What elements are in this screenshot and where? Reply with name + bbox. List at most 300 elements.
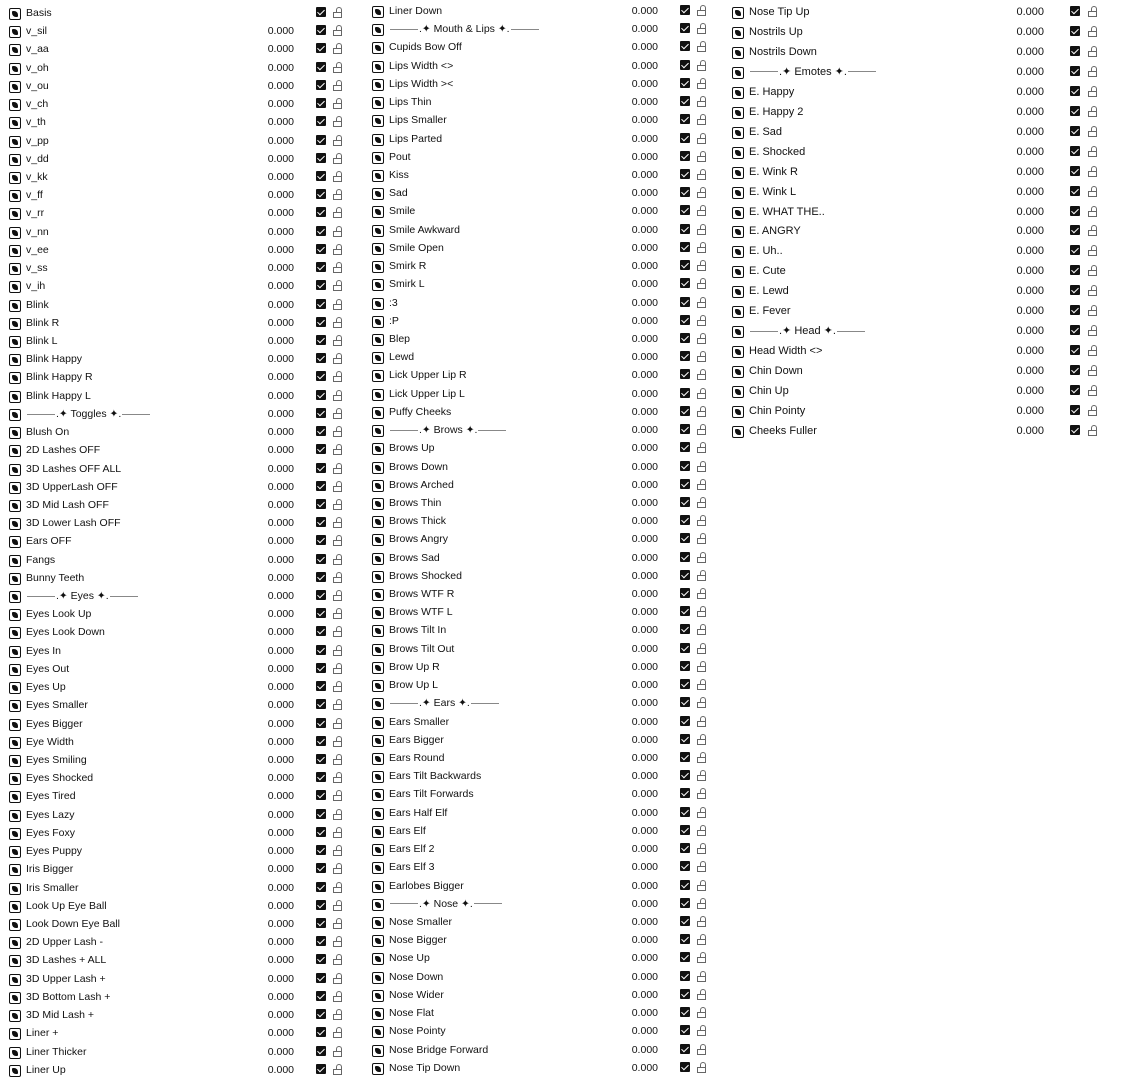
unlock-icon[interactable]	[697, 388, 707, 399]
shape-key-value[interactable]: 0.000	[631, 897, 658, 910]
unlock-icon[interactable]	[333, 25, 343, 36]
unlock-icon[interactable]	[333, 80, 343, 91]
shape-key-label[interactable]: Lips Thin	[389, 96, 432, 109]
shape-key-label[interactable]: Smile Open	[389, 241, 444, 254]
shape-key-value[interactable]: 0.000	[267, 754, 294, 767]
shape-key-label[interactable]: E. Wink L	[749, 185, 797, 198]
enabled-checkbox[interactable]	[316, 244, 326, 254]
enabled-checkbox[interactable]	[1070, 365, 1080, 375]
unlock-icon[interactable]	[333, 444, 343, 455]
shape-key-label[interactable]: v_ih	[26, 280, 46, 293]
unlock-icon[interactable]	[697, 424, 707, 435]
enabled-checkbox[interactable]	[680, 242, 690, 252]
enabled-checkbox[interactable]	[316, 116, 326, 126]
unlock-icon[interactable]	[697, 624, 707, 635]
shape-key-label[interactable]: Iris Bigger	[26, 863, 74, 876]
enabled-checkbox[interactable]	[316, 353, 326, 363]
shape-key-value[interactable]: 0.000	[631, 150, 658, 163]
enabled-checkbox[interactable]	[680, 697, 690, 707]
shape-key-value[interactable]: 0.000	[1016, 424, 1044, 437]
shape-key-label[interactable]: Head Width <>	[749, 345, 823, 358]
shape-key-row[interactable]	[9, 242, 347, 260]
enabled-checkbox[interactable]	[680, 133, 690, 143]
shape-key-row[interactable]	[732, 124, 1102, 142]
shape-key-value[interactable]: 0.000	[1016, 6, 1044, 18]
shape-key-value[interactable]: 0.000	[267, 498, 294, 511]
shape-key-row[interactable]	[372, 349, 711, 367]
unlock-icon[interactable]	[697, 825, 707, 836]
enabled-checkbox[interactable]	[316, 98, 326, 108]
unlock-icon[interactable]	[697, 442, 707, 453]
shape-key-label[interactable]: Basis	[26, 7, 52, 19]
shape-key-label[interactable]: Cheeks Fuller	[749, 424, 817, 437]
shape-key-row[interactable]	[372, 732, 711, 750]
shape-key-value[interactable]: 0.000	[1016, 125, 1044, 138]
shape-key-label[interactable]: Kiss	[389, 168, 409, 181]
enabled-checkbox[interactable]	[316, 1009, 326, 1019]
shape-key-label[interactable]: Brows WTF L	[389, 606, 453, 619]
unlock-icon[interactable]	[333, 481, 343, 492]
shape-key-value[interactable]: 0.000	[631, 187, 658, 200]
enabled-checkbox[interactable]	[316, 25, 326, 35]
unlock-icon[interactable]	[697, 224, 707, 235]
shape-key-value[interactable]: 0.000	[631, 1061, 658, 1074]
shape-key-row[interactable]	[9, 533, 347, 551]
unlock-icon[interactable]	[1088, 106, 1098, 117]
unlock-icon[interactable]	[1088, 345, 1098, 356]
enabled-checkbox[interactable]	[1070, 206, 1080, 216]
shape-key-label[interactable]: E. Cute	[749, 265, 786, 278]
enabled-checkbox[interactable]	[1070, 166, 1080, 176]
shape-key-row[interactable]	[9, 734, 347, 752]
enabled-checkbox[interactable]	[680, 479, 690, 489]
shape-key-value[interactable]: 0.000	[267, 280, 294, 293]
shape-key-label[interactable]	[26, 407, 151, 421]
shape-key-value[interactable]: 0.000	[267, 170, 294, 183]
shape-key-value[interactable]: 0.000	[267, 590, 294, 603]
shape-key-value[interactable]: 0.000	[267, 371, 294, 384]
enabled-checkbox[interactable]	[316, 62, 326, 72]
shape-key-label[interactable]: Cupids Bow Off	[389, 41, 462, 54]
shape-key-label[interactable]: Eyes Puppy	[26, 845, 83, 858]
shape-key-value[interactable]: 0.000	[631, 843, 658, 856]
shape-key-label[interactable]: v_dd	[26, 152, 49, 165]
unlock-icon[interactable]	[333, 954, 343, 965]
enabled-checkbox[interactable]	[316, 280, 326, 290]
shape-key-row[interactable]	[9, 807, 347, 825]
shape-key-row[interactable]	[9, 278, 347, 296]
shape-key-label[interactable]: v_kk	[26, 170, 48, 183]
shape-key-row[interactable]	[9, 570, 347, 588]
shape-key-label[interactable]	[389, 423, 507, 437]
enabled-checkbox[interactable]	[316, 645, 326, 655]
shape-key-row[interactable]	[9, 843, 347, 861]
shape-key-row[interactable]	[372, 39, 711, 57]
shape-key-value[interactable]: 0.000	[1016, 245, 1044, 258]
shape-key-label[interactable]: E. WHAT THE..	[749, 205, 825, 218]
unlock-icon[interactable]	[1088, 385, 1098, 396]
shape-key-value[interactable]: 0.000	[1016, 345, 1044, 358]
enabled-checkbox[interactable]	[680, 424, 690, 434]
shape-key-value[interactable]: 0.000	[267, 608, 294, 621]
shape-key-label[interactable]: Fangs	[26, 553, 56, 566]
shape-key-row[interactable]	[372, 295, 711, 313]
enabled-checkbox[interactable]	[316, 153, 326, 163]
unlock-icon[interactable]	[333, 827, 343, 838]
shape-key-value[interactable]: 0.000	[631, 23, 658, 36]
unlock-icon[interactable]	[333, 1009, 343, 1020]
shape-key-value[interactable]: 0.000	[267, 1045, 294, 1058]
unlock-icon[interactable]	[333, 171, 343, 182]
enabled-checkbox[interactable]	[680, 570, 690, 580]
unlock-icon[interactable]	[333, 299, 343, 310]
shape-key-row[interactable]	[372, 550, 711, 568]
shape-key-label[interactable]: Brows WTF R	[389, 588, 455, 601]
unlock-icon[interactable]	[697, 114, 707, 125]
enabled-checkbox[interactable]	[680, 442, 690, 452]
shape-key-label[interactable]: Eyes Smiling	[26, 754, 87, 767]
enabled-checkbox[interactable]	[680, 1025, 690, 1035]
enabled-checkbox[interactable]	[680, 497, 690, 507]
enabled-checkbox[interactable]	[680, 297, 690, 307]
shape-key-label[interactable]: Smirk R	[389, 260, 427, 273]
shape-key-row[interactable]	[9, 333, 347, 351]
shape-key-value[interactable]: 0.000	[1016, 105, 1044, 118]
shape-key-row[interactable]	[9, 916, 347, 934]
shape-key-label[interactable]: Liner Up	[26, 1063, 66, 1076]
enabled-checkbox[interactable]	[680, 989, 690, 999]
unlock-icon[interactable]	[1088, 186, 1098, 197]
shape-key-value[interactable]: 0.000	[631, 715, 658, 728]
shape-key-label[interactable]: v_nn	[26, 225, 49, 238]
unlock-icon[interactable]	[1088, 245, 1098, 256]
shape-key-value[interactable]: 0.000	[631, 806, 658, 819]
unlock-icon[interactable]	[697, 552, 707, 563]
shape-key-label[interactable]: E. Happy 2	[749, 105, 804, 118]
unlock-icon[interactable]	[697, 406, 707, 417]
enabled-checkbox[interactable]	[680, 971, 690, 981]
enabled-checkbox[interactable]	[1070, 66, 1080, 76]
shape-key-value[interactable]: 0.000	[267, 681, 294, 694]
shape-key-value[interactable]: 0.000	[631, 660, 658, 673]
shape-key-row[interactable]	[372, 331, 711, 349]
shape-key-row[interactable]	[372, 841, 711, 859]
shape-key-row[interactable]	[732, 104, 1102, 122]
shape-key-row[interactable]	[9, 133, 347, 151]
shape-key-label[interactable]: Brows Angry	[389, 533, 448, 546]
shape-key-row[interactable]	[372, 604, 711, 622]
shape-key-label[interactable]: Eyes Smaller	[26, 699, 88, 712]
unlock-icon[interactable]	[1088, 86, 1098, 97]
shape-key-value[interactable]: 0.000	[631, 168, 658, 181]
section-header-row[interactable]	[372, 695, 711, 713]
enabled-checkbox[interactable]	[316, 7, 326, 17]
shape-key-row[interactable]	[372, 1042, 711, 1060]
shape-key-label[interactable]: Lick Upper Lip R	[389, 369, 467, 382]
shape-key-row[interactable]	[372, 94, 711, 112]
shape-key-label[interactable]: Nose Bigger	[389, 934, 447, 947]
enabled-checkbox[interactable]	[680, 807, 690, 817]
shape-key-label[interactable]: Blink Happy L	[26, 389, 91, 402]
shape-key-label[interactable]: 3D UpperLash OFF	[26, 480, 118, 493]
shape-key-value[interactable]: 0.000	[267, 535, 294, 548]
shape-key-row[interactable]	[732, 144, 1102, 162]
shape-key-value[interactable]: 0.000	[267, 863, 294, 876]
enabled-checkbox[interactable]	[680, 679, 690, 689]
shape-key-label[interactable]: v_pp	[26, 134, 49, 147]
enabled-checkbox[interactable]	[1070, 225, 1080, 235]
enabled-checkbox[interactable]	[680, 1062, 690, 1072]
shape-key-value[interactable]: 0.000	[267, 899, 294, 912]
shape-key-value[interactable]: 0.000	[1016, 365, 1044, 378]
unlock-icon[interactable]	[333, 280, 343, 291]
enabled-checkbox[interactable]	[680, 624, 690, 634]
shape-key-label[interactable]: Ears OFF	[26, 535, 72, 548]
shape-key-row[interactable]	[372, 786, 711, 804]
shape-key-row[interactable]	[9, 23, 347, 41]
enabled-checkbox[interactable]	[316, 681, 326, 691]
shape-key-label[interactable]: Nose Tip Up	[749, 6, 810, 18]
section-header-row[interactable]	[372, 896, 711, 914]
shape-key-label[interactable]: Ears Half Elf	[389, 806, 448, 819]
unlock-icon[interactable]	[1088, 285, 1098, 296]
shape-key-row[interactable]	[372, 76, 711, 94]
enabled-checkbox[interactable]	[316, 772, 326, 782]
shape-key-value[interactable]: 0.000	[267, 116, 294, 129]
unlock-icon[interactable]	[333, 463, 343, 474]
shape-key-row[interactable]	[372, 459, 711, 477]
enabled-checkbox[interactable]	[680, 934, 690, 944]
shape-key-row[interactable]	[9, 5, 347, 23]
shape-key-row[interactable]	[732, 283, 1102, 301]
shape-key-label[interactable]: Nostrils Down	[749, 45, 817, 58]
unlock-icon[interactable]	[697, 570, 707, 581]
shape-key-value[interactable]: 0.000	[267, 243, 294, 256]
shape-key-label[interactable]: Chin Up	[749, 385, 789, 398]
unlock-icon[interactable]	[333, 918, 343, 929]
enabled-checkbox[interactable]	[1070, 405, 1080, 415]
unlock-icon[interactable]	[333, 226, 343, 237]
shape-key-row[interactable]	[732, 383, 1102, 401]
unlock-icon[interactable]	[333, 790, 343, 801]
shape-key-label[interactable]: Lips Parted	[389, 132, 443, 145]
shape-key-row[interactable]	[9, 880, 347, 898]
unlock-icon[interactable]	[1088, 425, 1098, 436]
shape-key-label[interactable]: Blush On	[26, 426, 70, 439]
shape-key-row[interactable]	[9, 497, 347, 515]
shape-key-label[interactable]: Eyes Look Up	[26, 608, 92, 621]
shape-key-value[interactable]: 0.000	[631, 132, 658, 145]
shape-key-value[interactable]: 0.000	[267, 353, 294, 366]
unlock-icon[interactable]	[697, 333, 707, 344]
enabled-checkbox[interactable]	[316, 718, 326, 728]
shape-key-label[interactable]: Brow Up L	[389, 679, 439, 692]
shape-key-row[interactable]	[9, 971, 347, 989]
shape-key-value[interactable]: 0.000	[1016, 325, 1044, 338]
shape-key-value[interactable]: 0.000	[631, 916, 658, 928]
shape-key-label[interactable]: Liner +	[26, 1027, 59, 1040]
shape-key-label[interactable]: Eyes Look Down	[26, 626, 105, 639]
shape-key-label[interactable]: Blink Happy R	[26, 371, 93, 384]
unlock-icon[interactable]	[697, 60, 707, 71]
enabled-checkbox[interactable]	[680, 278, 690, 288]
shape-key-label[interactable]: v_oh	[26, 61, 49, 74]
shape-key-row[interactable]	[372, 531, 711, 549]
shape-key-label[interactable]: Chin Pointy	[749, 405, 806, 417]
shape-key-row[interactable]	[372, 714, 711, 732]
enabled-checkbox[interactable]	[316, 408, 326, 418]
shape-key-row[interactable]	[372, 932, 711, 950]
enabled-checkbox[interactable]	[1070, 425, 1080, 435]
enabled-checkbox[interactable]	[1070, 46, 1080, 56]
shape-key-value[interactable]: 0.000	[267, 43, 294, 56]
unlock-icon[interactable]	[333, 335, 343, 346]
shape-key-value[interactable]: 0.000	[267, 626, 294, 639]
enabled-checkbox[interactable]	[1070, 186, 1080, 196]
shape-key-label[interactable]: 3D Upper Lash +	[26, 972, 106, 985]
section-header-row[interactable]	[9, 588, 347, 606]
enabled-checkbox[interactable]	[316, 499, 326, 509]
shape-key-value[interactable]: 0.000	[631, 624, 658, 637]
enabled-checkbox[interactable]	[316, 299, 326, 309]
shape-key-value[interactable]: 0.000	[631, 569, 658, 582]
shape-key-value[interactable]: 0.000	[267, 462, 294, 475]
enabled-checkbox[interactable]	[316, 936, 326, 946]
enabled-checkbox[interactable]	[680, 78, 690, 88]
unlock-icon[interactable]	[697, 315, 707, 326]
shape-key-value[interactable]: 0.000	[631, 824, 658, 837]
shape-key-label[interactable]: 3D Mid Lash OFF	[26, 498, 109, 511]
shape-key-value[interactable]: 0.000	[267, 881, 294, 894]
shape-key-value[interactable]: 0.000	[1016, 405, 1044, 417]
shape-key-label[interactable]: Bunny Teeth	[26, 571, 85, 584]
enabled-checkbox[interactable]	[316, 262, 326, 272]
shape-key-row[interactable]	[372, 513, 711, 531]
shape-key-row[interactable]	[372, 185, 711, 203]
shape-key-row[interactable]	[372, 477, 711, 495]
shape-key-label[interactable]: Brow Up R	[389, 660, 440, 673]
enabled-checkbox[interactable]	[316, 390, 326, 400]
unlock-icon[interactable]	[697, 934, 707, 945]
unlock-icon[interactable]	[333, 572, 343, 583]
unlock-icon[interactable]	[333, 699, 343, 710]
shape-key-label[interactable]: Nose Flat	[389, 1007, 434, 1020]
enabled-checkbox[interactable]	[680, 388, 690, 398]
enabled-checkbox[interactable]	[316, 43, 326, 53]
shape-key-row[interactable]	[9, 515, 347, 533]
shape-key-label[interactable]: v_sil	[26, 25, 48, 38]
unlock-icon[interactable]	[333, 900, 343, 911]
shape-key-row[interactable]	[372, 750, 711, 768]
shape-key-label[interactable]: Lips Smaller	[389, 114, 447, 127]
shape-key-row[interactable]	[372, 203, 711, 221]
enabled-checkbox[interactable]	[316, 481, 326, 491]
enabled-checkbox[interactable]	[1070, 305, 1080, 315]
shape-key-row[interactable]	[9, 716, 347, 734]
shape-key-row[interactable]	[732, 423, 1102, 441]
enabled-checkbox[interactable]	[680, 406, 690, 416]
unlock-icon[interactable]	[697, 497, 707, 508]
enabled-checkbox[interactable]	[316, 863, 326, 873]
unlock-icon[interactable]	[333, 207, 343, 218]
shape-key-row[interactable]	[372, 240, 711, 258]
shape-key-label[interactable]: Brows Up	[389, 442, 435, 455]
shape-key-row[interactable]	[372, 641, 711, 659]
shape-key-value[interactable]: 0.000	[631, 752, 658, 765]
enabled-checkbox[interactable]	[680, 661, 690, 671]
unlock-icon[interactable]	[697, 588, 707, 599]
unlock-icon[interactable]	[333, 608, 343, 619]
shape-key-value[interactable]: 0.000	[267, 334, 294, 347]
shape-key-value[interactable]: 0.000	[631, 260, 658, 273]
enabled-checkbox[interactable]	[680, 187, 690, 197]
shape-key-row[interactable]	[9, 934, 347, 952]
shape-key-label[interactable]: v_th	[26, 116, 46, 129]
enabled-checkbox[interactable]	[680, 952, 690, 962]
shape-key-row[interactable]	[9, 169, 347, 187]
enabled-checkbox[interactable]	[680, 716, 690, 726]
enabled-checkbox[interactable]	[316, 426, 326, 436]
shape-key-value[interactable]: 0.000	[267, 1009, 294, 1022]
shape-key-value[interactable]: 0.000	[267, 662, 294, 675]
enabled-checkbox[interactable]	[316, 535, 326, 545]
unlock-icon[interactable]	[697, 151, 707, 162]
enabled-checkbox[interactable]	[680, 315, 690, 325]
unlock-icon[interactable]	[697, 169, 707, 180]
shape-key-row[interactable]	[372, 149, 711, 167]
shape-key-label[interactable]: Blink L	[26, 334, 58, 347]
shape-key-row[interactable]	[372, 440, 711, 458]
unlock-icon[interactable]	[333, 645, 343, 656]
enabled-checkbox[interactable]	[680, 752, 690, 762]
shape-key-label[interactable]: v_ee	[26, 243, 49, 256]
shape-key-value[interactable]: 0.000	[631, 1025, 658, 1038]
shape-key-row[interactable]	[732, 343, 1102, 361]
enabled-checkbox[interactable]	[316, 845, 326, 855]
unlock-icon[interactable]	[333, 554, 343, 565]
enabled-checkbox[interactable]	[316, 1046, 326, 1056]
unlock-icon[interactable]	[1088, 305, 1098, 316]
shape-key-label[interactable]	[389, 897, 503, 911]
shape-key-label[interactable]: Ears Tilt Backwards	[389, 770, 482, 783]
shape-key-value[interactable]: 0.000	[267, 790, 294, 803]
unlock-icon[interactable]	[697, 734, 707, 745]
enabled-checkbox[interactable]	[680, 643, 690, 653]
unlock-icon[interactable]	[697, 23, 707, 34]
unlock-icon[interactable]	[697, 187, 707, 198]
unlock-icon[interactable]	[1088, 365, 1098, 376]
shape-key-value[interactable]: 0.000	[631, 697, 658, 710]
shape-key-row[interactable]	[372, 950, 711, 968]
unlock-icon[interactable]	[333, 499, 343, 510]
shape-key-row[interactable]	[372, 167, 711, 185]
unlock-icon[interactable]	[697, 716, 707, 727]
shape-key-label[interactable]: Brows Down	[389, 460, 448, 473]
unlock-icon[interactable]	[333, 135, 343, 146]
unlock-icon[interactable]	[697, 788, 707, 799]
shape-key-label[interactable]: Eyes Bigger	[26, 717, 83, 730]
shape-key-value[interactable]: 0.000	[267, 389, 294, 402]
unlock-icon[interactable]	[697, 679, 707, 690]
shape-key-row[interactable]	[372, 987, 711, 1005]
shape-key-label[interactable]: 3D Lower Lash OFF	[26, 517, 121, 530]
enabled-checkbox[interactable]	[316, 590, 326, 600]
enabled-checkbox[interactable]	[316, 608, 326, 618]
shape-key-row[interactable]	[372, 805, 711, 823]
shape-key-value[interactable]: 0.000	[631, 460, 658, 473]
unlock-icon[interactable]	[333, 754, 343, 765]
enabled-checkbox[interactable]	[680, 515, 690, 525]
